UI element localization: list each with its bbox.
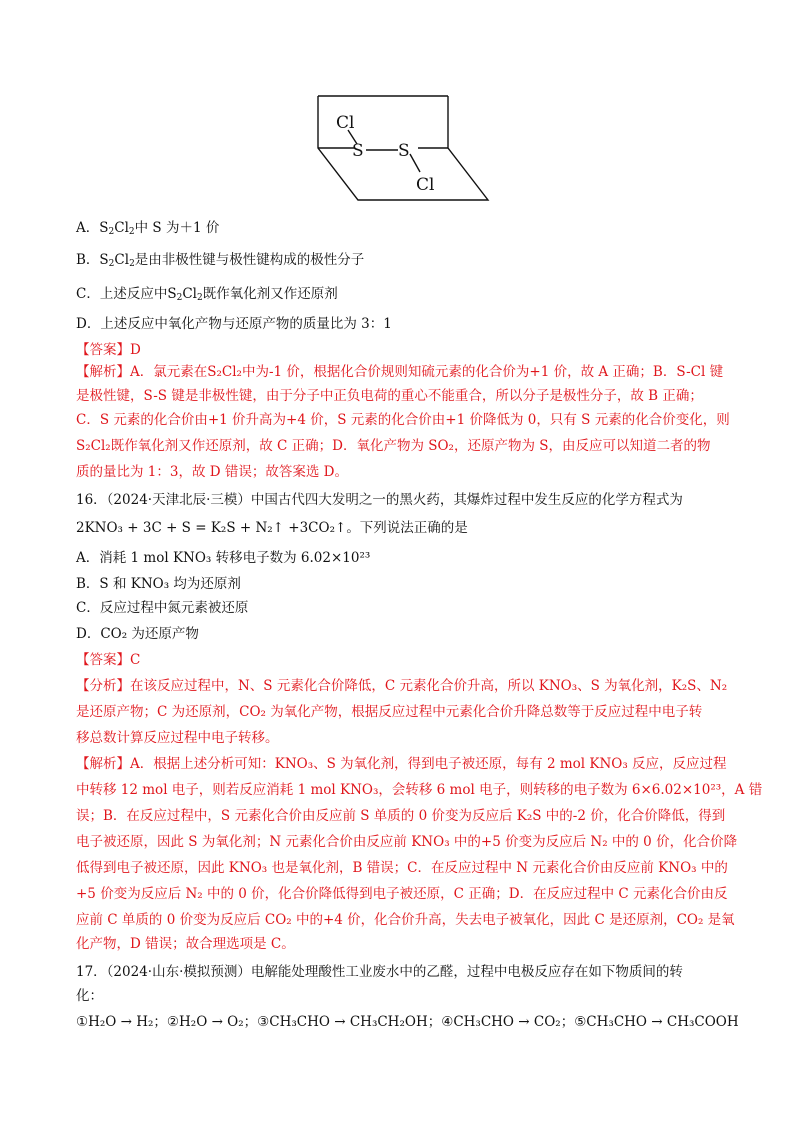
answer-15: 【答案】D — [76, 342, 141, 358]
jiexi-16-line: 应前 C 单质的 0 价变为反应后 CO₂ 中的+4 价，化合价升高，失去电子被氧化，因此 C 是还原剂，CO₂ 是氧 — [76, 912, 735, 928]
option-a: A．$S_2Cl_2$中 S 为＋1 价 — [76, 220, 220, 237]
s2cl2-structure-figure — [300, 94, 500, 212]
atom-label: Cl — [416, 175, 435, 195]
atom-label: S — [398, 141, 410, 161]
analysis-15-line: C．S 元素的化合价由+1 价升高为+4 价，S 元素的化合价由+1 价降低为 0，只有 S 元素的化合价变化，则 — [76, 412, 730, 428]
atom-label: S — [352, 141, 364, 161]
analysis-15-line: 是极性键，S-S 键是非极性键，由于分子中正负电荷的重心不能重合，所以分子是极性分子，故 B 正确； — [76, 388, 703, 404]
option-a: A．消耗 1 mol KNO₃ 转移电子数为 6.02×10²³ — [76, 550, 371, 566]
answer-16: 【答案】C — [76, 652, 141, 668]
fenxi-16-line: 是还原产物；C 为还原剂，CO₂ 为氧化产物，根据反应过程中元素化合价升降总数等于反应过程中电子转 — [76, 704, 703, 720]
question-16-stem: 16．（2024·天津北辰·三模）中国古代四大发明之一的黑火药，其爆炸过程中发生反应的化学方程式为 — [76, 492, 683, 508]
analysis-15-line: 【解析】A．氯元素在S₂Cl₂中为-1 价，根据化合价规则知硫元素的化合价为+1 价，故 A 正确；B．S-Cl 键 — [76, 364, 724, 380]
question-17-stem: 化： — [76, 988, 103, 1004]
option-d: D．CO₂ 为还原产物 — [76, 626, 199, 642]
option-c: C．上述反应中$S_2Cl_2$既作氧化剂又作还原剂 — [76, 286, 338, 303]
fenxi-16-line: 移总数计算反应过程中电子转移。 — [76, 730, 279, 746]
jiexi-16-line: 电子被还原，因此 S 为氧化剂；N 元素化合价由反应前 KNO₃ 中的+5 价变为反应后 N₂ 中的 0 价，化合价降 — [76, 834, 738, 850]
option-b: B．$S_2Cl_2$是由非极性键与极性键构成的极性分子 — [76, 252, 365, 269]
jiexi-16-line: 化产物，D 错误；故合理选项是 C。 — [76, 936, 295, 952]
jiexi-16-line: 中转移 12 mol 电子，则若反应消耗 1 mol KNO₃，会转移 6 mol 电子，则转移的电子数为 6×6.02×10²³，A 错 — [76, 782, 763, 798]
option-d: D．上述反应中氧化产物与还原产物的质量比为 3：1 — [76, 316, 392, 332]
atom-label: Cl — [336, 113, 355, 133]
fenxi-16-line: 【分析】在该反应过程中，N、S 元素化合价降低，C 元素化合价升高，所以 KNO₃、S 为氧化剂，K₂S、N₂ — [76, 678, 728, 694]
question-17-transforms: ①H₂O → H₂；②H₂O → O₂；③CH₃CHO → CH₃CH₂OH；④CH₃CHO → CO₂；⑤CH₃CHO → CH₃COOH — [76, 1014, 739, 1030]
analysis-15-line: 质的量比为 1：3，故 D 错误；故答案选 D。 — [76, 464, 348, 480]
option-b: B．S 和 KNO₃ 均为还原剂 — [76, 576, 241, 592]
question-16-equation-line: 2KNO₃ + 3C + S = K₂S + N₂↑ +3CO₂↑。下列说法正确的是 — [76, 520, 468, 536]
jiexi-16-line: +5 价变为反应后 N₂ 中的 0 价，化合价降低得到电子被还原，C 正确；D．在反应过程中 C 元素化合价由反 — [76, 886, 728, 902]
jiexi-16-line: 误；B．在反应过程中，S 元素化合价由反应前 S 单质的 0 价变为反应后 K₂S 中的-2 价，化合价降低，得到 — [76, 808, 726, 824]
option-c: C．反应过程中氮元素被还原 — [76, 600, 249, 616]
question-17-stem: 17．（2024·山东·模拟预测）电解能处理酸性工业废水中的乙醛，过程中电极反应存在如下物质间的转 — [76, 964, 683, 980]
jiexi-16-line: 【解析】A．根据上述分析可知：KNO₃、S 为氧化剂，得到电子被还原，每有 2 mol KNO₃ 反应，反应过程 — [76, 756, 727, 772]
analysis-15-line: S₂Cl₂既作氧化剂又作还原剂，故 C 正确；D．氧化产物为 SO₂，还原产物为 S，由反应可以知道二者的物 — [76, 438, 711, 454]
reaction-equation: 2KNO₃ + 3C + S = K₂S + N₂↑ +3CO₂↑ — [76, 520, 347, 536]
jiexi-16-line: 低得到电子被还原，因此 KNO₃ 也是氧化剂，B 错误；C．在反应过程中 N 元素化合价由反应前 KNO₃ 中的 — [76, 860, 728, 876]
